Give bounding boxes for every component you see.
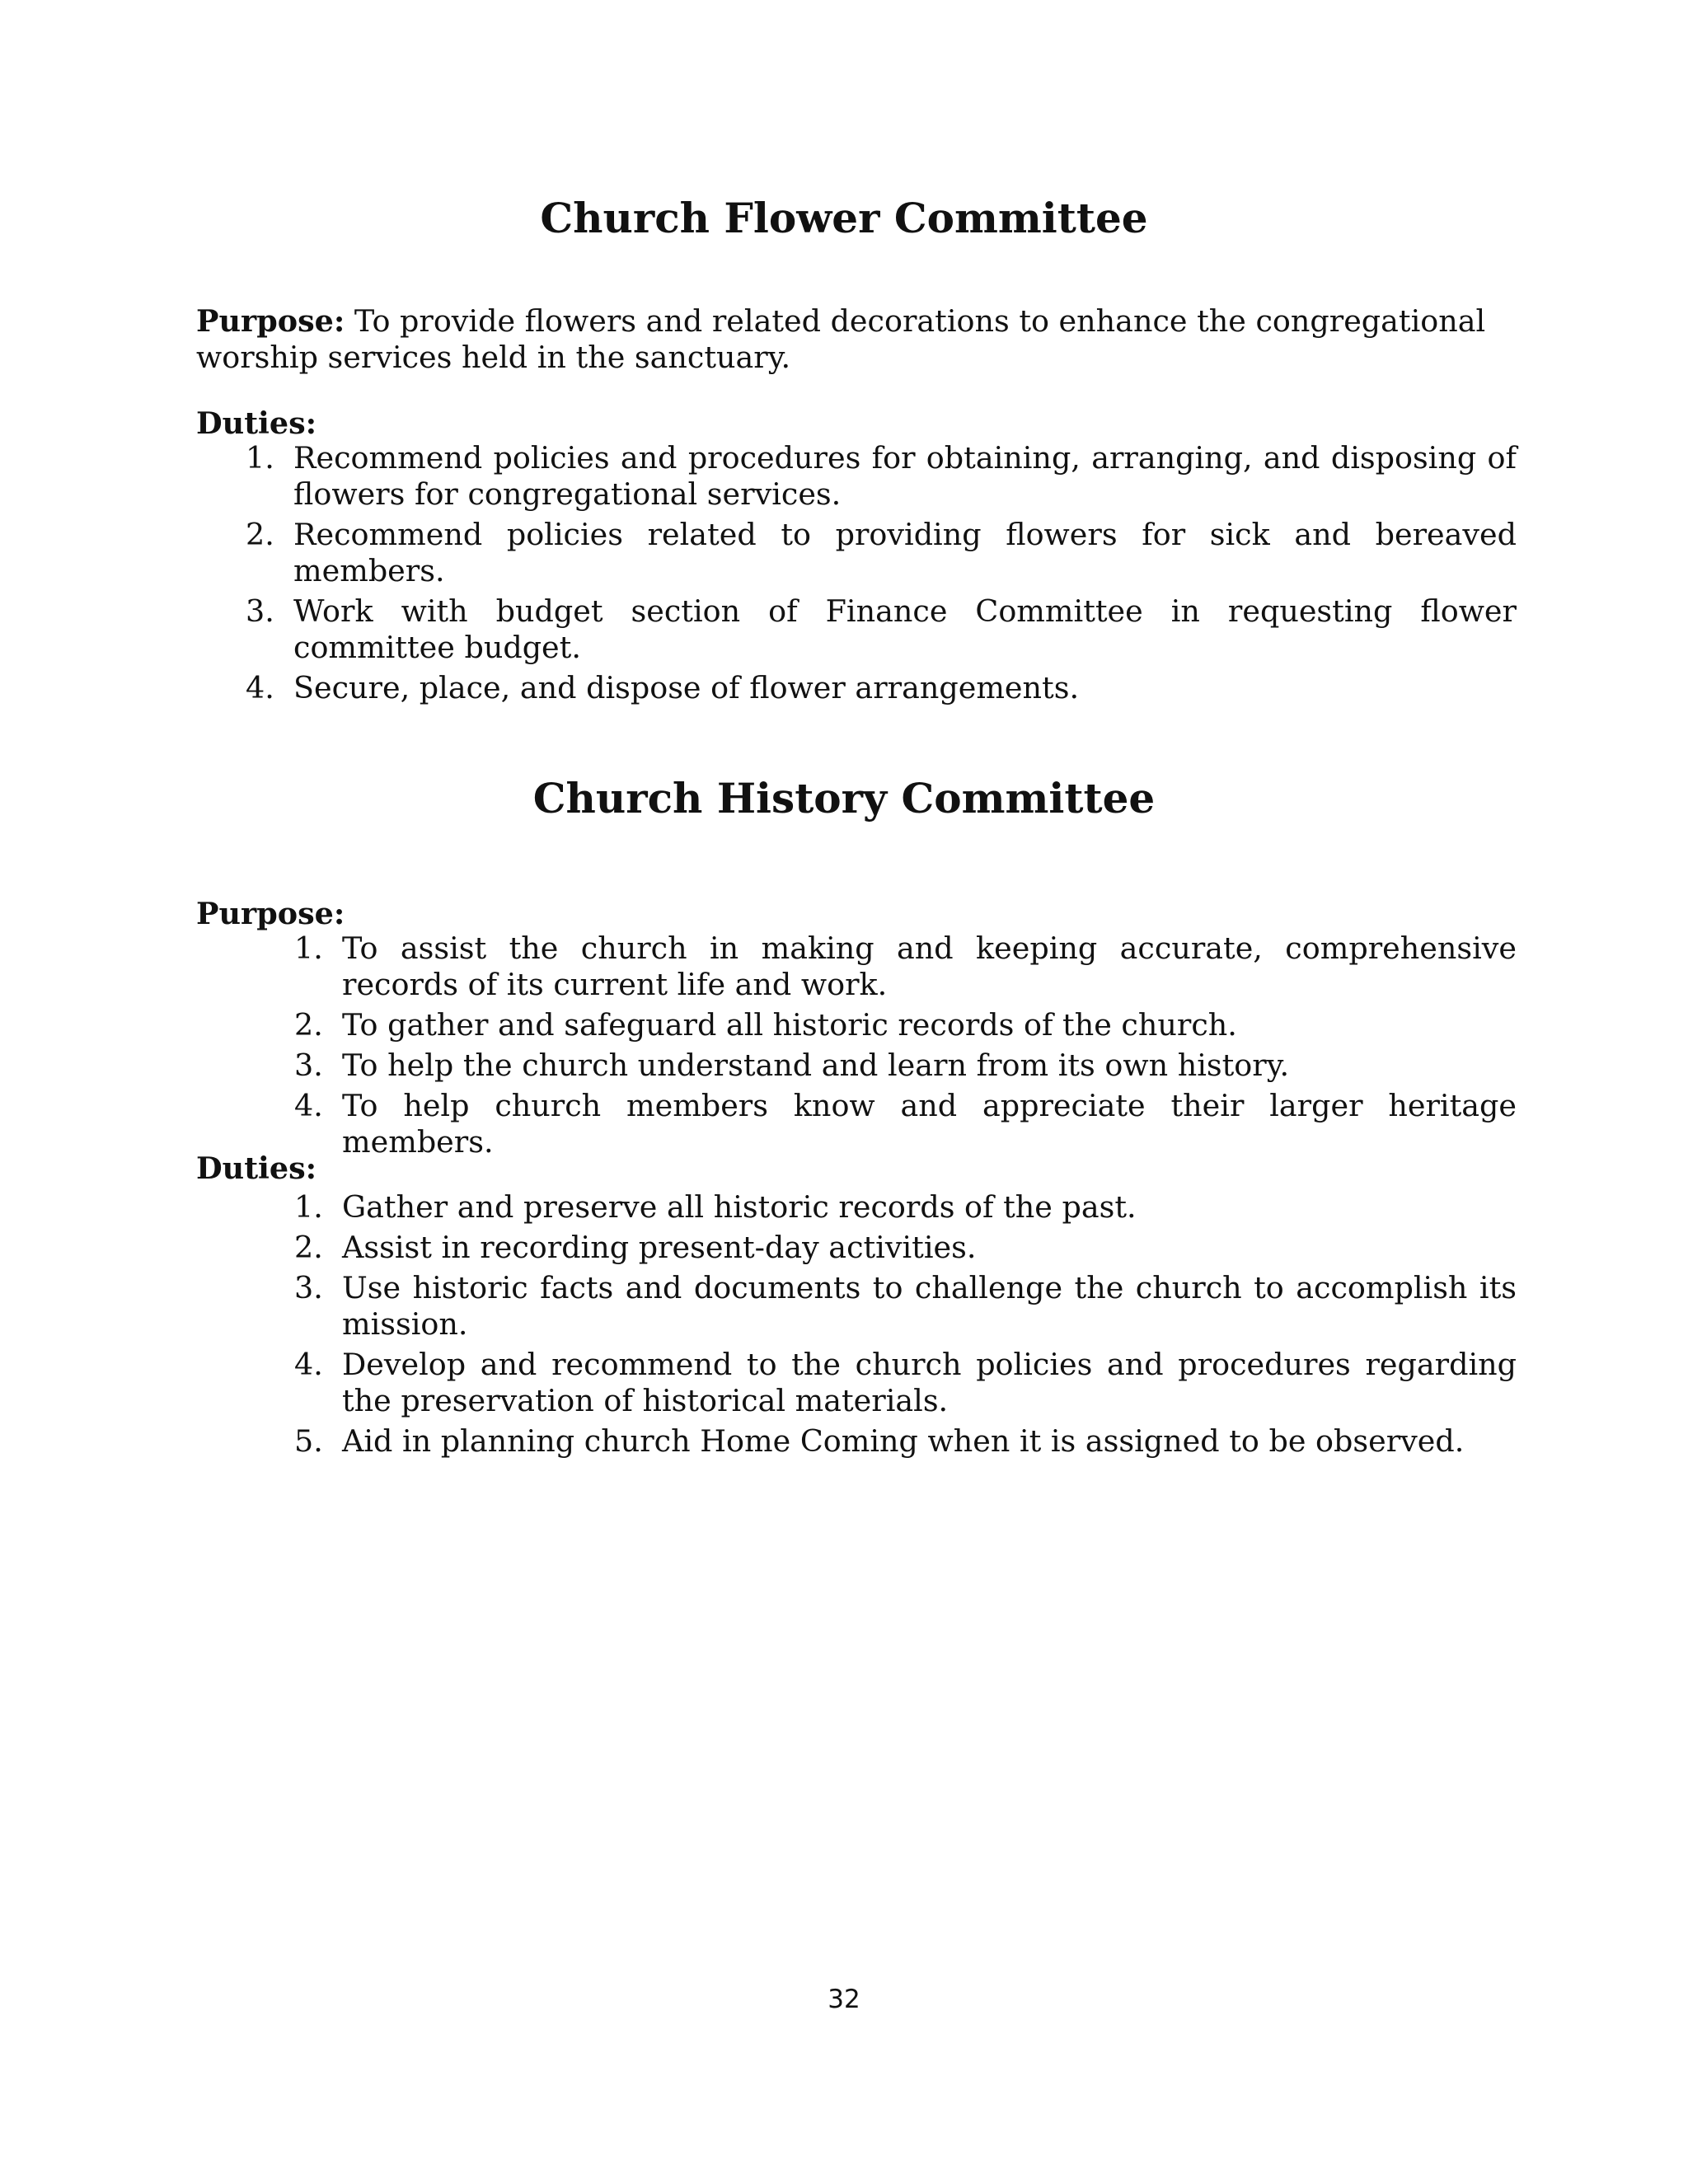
flower-duty-item-number: 3.	[246, 593, 274, 629]
history-purpose-item-number: 3.	[294, 1047, 323, 1083]
history-purpose-item	[294, 1088, 1517, 1160]
history-duty-item	[294, 1423, 1517, 1460]
history-purpose-item-text: To help church members know and appreciate their larger heritage members.	[342, 1088, 1517, 1160]
history-purpose-item	[294, 930, 1517, 1003]
flower-duty-item-number: 4.	[246, 670, 274, 705]
flower-duty-item-number: 1.	[246, 440, 274, 476]
flower-purpose-label: Purpose:	[196, 303, 345, 339]
flower-duty-item	[246, 440, 1517, 513]
history-duty-item	[294, 1189, 1517, 1226]
history-purpose-list	[294, 930, 1517, 1165]
history-duty-item-number: 5.	[294, 1423, 323, 1459]
flower-duty-item-text: Work with budget section of Finance Committee in requesting flower committee budget.	[293, 593, 1517, 665]
history-purpose-item-number: 2.	[294, 1007, 323, 1043]
flower-purpose-text: To provide flowers and related decorations to enhance the congregational worship services held in the sanctuary.	[196, 303, 1486, 375]
flower-duty-item	[246, 593, 1517, 666]
history-duty-item-text: Assist in recording present-day activities.	[342, 1230, 977, 1265]
history-duty-item-text: Use historic facts and documents to challenge the church to accomplish its mission.	[342, 1270, 1517, 1342]
history-duty-item-number: 3.	[294, 1270, 323, 1305]
flower-duty-item	[246, 517, 1517, 589]
page-number: 32	[828, 1985, 860, 2014]
flower-duties-label: Duties:	[196, 405, 317, 441]
history-duty-item-text: Develop and recommend to the church policies and procedures regarding the preservation of historical materials.	[342, 1347, 1517, 1418]
history-committee-title: Church History Committee	[532, 774, 1156, 823]
history-duty-item-text: Aid in planning church Home Coming when it is assigned to be observed.	[342, 1423, 1465, 1459]
history-purpose-item	[294, 1047, 1517, 1084]
flower-purpose	[196, 303, 1515, 376]
history-duty-item	[294, 1270, 1517, 1343]
history-purpose-item-text: To help the church understand and learn from its own history.	[342, 1047, 1290, 1083]
history-duties-label: Duties:	[196, 1151, 317, 1186]
flower-duty-item-text: Recommend policies and procedures for obtaining, arranging, and disposing of flowers for congregational services.	[293, 440, 1517, 512]
flower-committee-title: Church Flower Committee	[540, 194, 1148, 242]
flower-duty-item	[246, 670, 1517, 706]
history-duties-list	[294, 1189, 1517, 1464]
history-purpose-item-text: To gather and safeguard all historic records of the church.	[342, 1007, 1237, 1043]
history-purpose-label: Purpose:	[196, 896, 345, 931]
history-duty-item-number: 4.	[294, 1347, 323, 1382]
flower-duty-item-number: 2.	[246, 517, 274, 552]
history-duty-item-number: 2.	[294, 1230, 323, 1265]
history-duty-item-number: 1.	[294, 1189, 323, 1225]
history-purpose-item-text: To assist the church in making and keeping accurate, comprehensive records of its current life and work.	[342, 930, 1517, 1002]
history-duty-item-text: Gather and preserve all historic records of the past.	[342, 1189, 1137, 1225]
history-purpose-item	[294, 1007, 1517, 1043]
flower-duties-list	[246, 440, 1517, 710]
history-duty-item	[294, 1347, 1517, 1419]
flower-duty-item-text: Secure, place, and dispose of flower arrangements.	[293, 670, 1080, 705]
flower-duty-item-text: Recommend policies related to providing flowers for sick and bereaved members.	[293, 517, 1517, 588]
history-purpose-item-number: 1.	[294, 930, 323, 966]
history-purpose-item-number: 4.	[294, 1088, 323, 1123]
history-duty-item	[294, 1230, 1517, 1266]
